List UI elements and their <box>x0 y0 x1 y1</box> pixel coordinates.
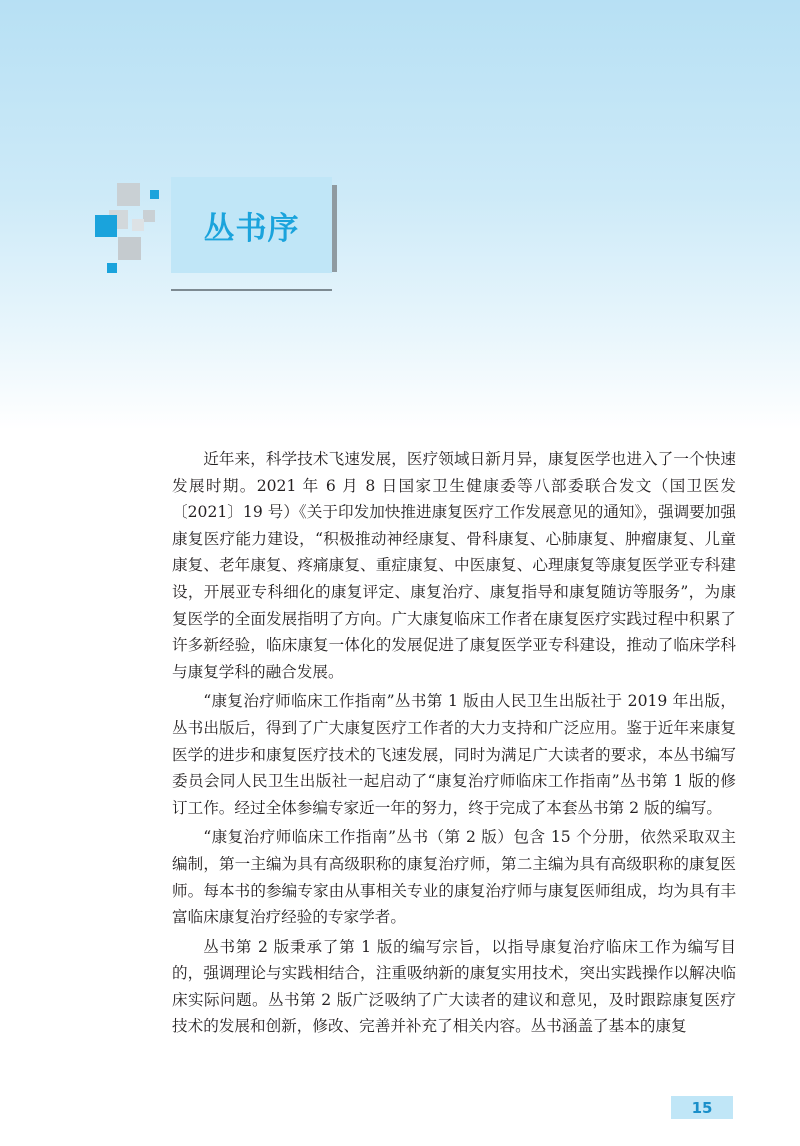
paragraph: 近年来，科学技术飞速发展，医疗领域日新月异，康复医学也进入了一个快速发展时期。2021 年 6 月 8 日国家卫生健康委等八部委联合发文（国卫医发〔2021〕19 号）《关于印发加快推进康复医疗工作发展意见的通知》，强调要加强康复医疗能力建设，“积极推动神经康复、骨科康复、心肺康复、肿瘤康复、儿童康复、老年康复、疼痛康复、重症康复、中医康复、心理康复等康复医学亚专科建设，开展亚专科细化的康复评定、康复治疗、康复指导和康复随访等服务”，为康复医学的全面发展指明了方向。广大康复临床工作者在康复医疗实践过程中积累了许多新经验，临床康复一体化的发展促进了康复医学亚专科建设，推动了临床学科与康复学科的融合发展。 <box>172 450 736 681</box>
page-number-box <box>671 1096 733 1119</box>
decor-square <box>118 237 141 260</box>
decor-square <box>132 219 144 231</box>
decor-square <box>117 183 140 206</box>
page-number: 15 <box>691 1098 713 1117</box>
body-text <box>172 446 736 1043</box>
section-title-box <box>171 177 332 273</box>
decor-square <box>107 263 117 273</box>
paragraph: 丛书第 2 版秉承了第 1 版的编写宗旨，以指导康复治疗临床工作为编写目的，强调理论与实践相结合，注重吸纳新的康复实用技术，突出实践操作以解决临床实际问题。丛书第 2 版广泛吸纳了广大读者的建议和意见，及时跟踪康复医疗技术的发展和创新，修改、完善并补充了相关内容。丛书涵盖了基本的康复 <box>172 937 736 1036</box>
decor-square <box>95 215 117 237</box>
decor-square <box>150 190 159 199</box>
decor-square <box>143 210 155 222</box>
paragraph: “康复治疗师临床工作指南”丛书（第 2 版）包含 15 个分册，依然采取双主编制，第一主编为具有高级职称的康复治疗师，第二主编为具有高级职称的康复医师。每本书的参编专家由从事相关专业的康复治疗师与康复医师组成，均为具有丰富临床康复治疗经验的专家学者。 <box>172 828 736 927</box>
title-underline <box>171 289 332 291</box>
paragraph: “康复治疗师临床工作指南”丛书第 1 版由人民卫生出版社于 2019 年出版，丛书出版后，得到了广大康复医疗工作者的大力支持和广泛应用。鉴于近年来康复医学的进步和康复医疗技术的飞速发展，同时为满足广大读者的要求，本丛书编写委员会同人民卫生出版社一起启动了“康复治疗师临床工作指南”丛书第 1 版的修订工作。经过全体参编专家近一年的努力，终于完成了本套丛书第 2 版的编写。 <box>172 692 736 817</box>
section-title: 丛书序 <box>203 210 300 247</box>
